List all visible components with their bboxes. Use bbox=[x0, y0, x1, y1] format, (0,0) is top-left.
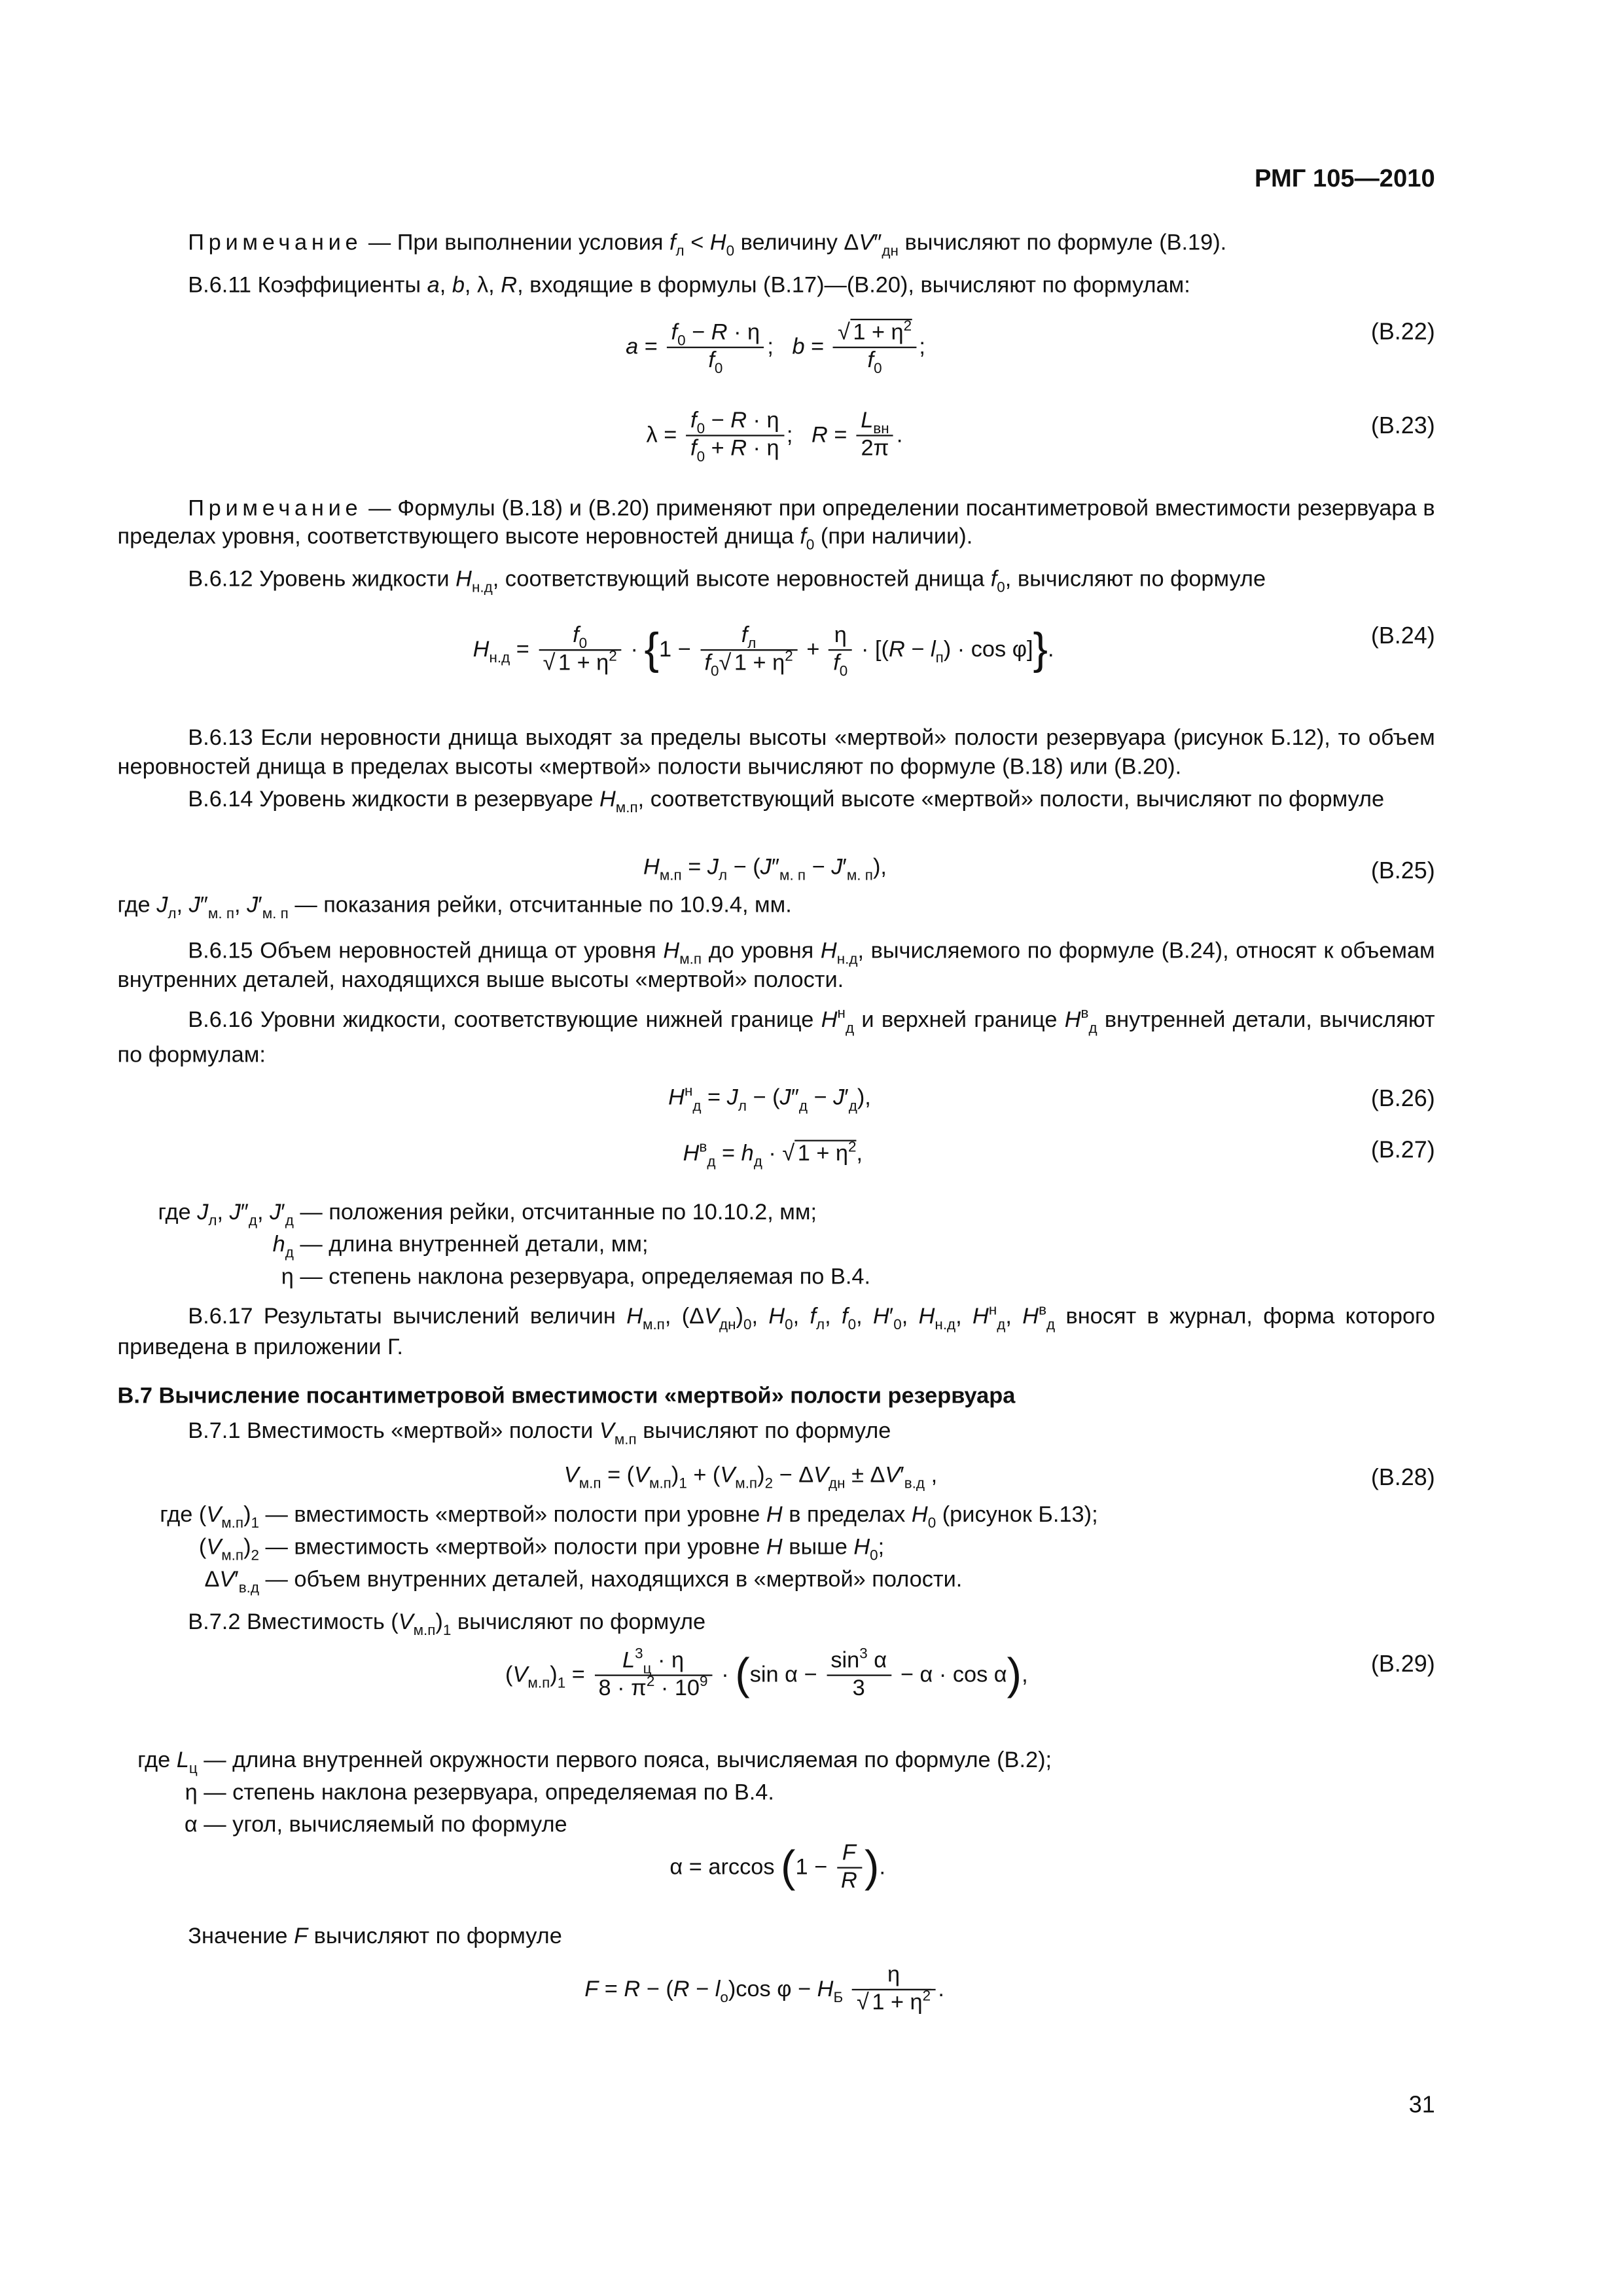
equation-number-b25: (В.25) bbox=[1370, 859, 1435, 885]
where-b25: где $J_л$, $J''_{м. п}$, $J'_{м. п}$ — показания рейки, отсчитанные по 10.9.4, мм. bbox=[117, 893, 792, 923]
where-b29-item: где $L_ц$ — длина внутренней окружности первого пояса, вычисляемая по формуле (В.2); bbox=[137, 1748, 1052, 1778]
note-1-label: Примечание bbox=[188, 230, 363, 256]
paragraph-b6-12: В.6.12 Уровень жидкости $H_{н.д}$, соответствующий высоте неровностей днища $f_0$, вычисляют по формуле bbox=[188, 567, 1266, 597]
equation-b25: $H_{м.п} = J_л - (J''_{м. п} - J'_{м. п})$, bbox=[643, 855, 887, 885]
paragraph-b7-1: В.7.1 Вместимость «мертвой» полости $V_{м.п}$ вычисляют по формуле bbox=[188, 1418, 891, 1448]
note-2 bbox=[117, 495, 1435, 554]
equation-b29: $(V_{м.п})_1$ = $\frac{L^3_ц \cdot \eta}{8 \cdot \pi^2 \cdot 10^9}$ · (sin α − $\frac{\sin^3 \alpha}{3}$ − α · cos α), bbox=[505, 1646, 1028, 1702]
equation-number-b26: (В.26) bbox=[1370, 1086, 1435, 1112]
where-b28-list bbox=[118, 1501, 1098, 1598]
paragraph-f-value: Значение F вычисляют по формуле bbox=[188, 1924, 562, 1950]
paragraph-b6-17: В.6.17 Результаты вычислений величин $H_{м.п}$, $(\Delta V_{дн})_0$, $H_0$, $f_л$, $f_0$, $H'_0$, $H_{н.д}$, $H^н_д$, $H^в_д$ вносят в журнал, форма которого приведена в приложении Г. bbox=[117, 1302, 1435, 1361]
paragraph-b6-16: В.6.16 Уровни жидкости, соответствующие нижней границе $H^н_д$ и верхней границе $H^в_д$ внутренней детали, вычисляют по формулам: bbox=[117, 1006, 1435, 1068]
equation-b24: $H_{н.д}$ = $\frac{f_0}{√ 1 + \eta^2}$ · {1 − $\frac{f_л}{f_0√ 1 + \eta^2}$ + $\frac{\eta}{f_0}$ · $[(R - l_п) \cdot \cos \varphi]$}. bbox=[473, 622, 1054, 681]
where-b29-item: η — степень наклона резервуара, определяемая по В.4. bbox=[185, 1780, 774, 1806]
equation-b23: λ = $\frac{f_0 - R \cdot \eta}{f_0 + R \cdot \eta}$ ; R = $\frac{L_{вн}}{2\pi}$ . bbox=[646, 408, 903, 467]
equation-number-b24: (В.24) bbox=[1370, 624, 1435, 649]
equation-alpha: α = arccos (1 − $\frac{F}{R}$ ). bbox=[669, 1840, 885, 1894]
paragraph-b6-15: В.6.15 Объем неровностей днища от уровня $H_{м.п}$ до уровня $H_{н.д}$, вычисляемого по формуле (В.24), относят к объемам внутренних деталей, находящихся выше высоты «мертвой» полости. bbox=[117, 939, 1435, 994]
equation-f: $F = R - (R - l_о)\cos$ $\varphi - H_Б$ $\frac{\eta}{√ 1 + \eta^2}$ . bbox=[584, 1962, 944, 2016]
equation-number-b23: (В.23) bbox=[1370, 414, 1435, 440]
where-b27-item: η — степень наклона резервуара, определяемая по В.4. bbox=[281, 1265, 871, 1290]
where-b27-item: где $J_л$, $J''_д$, $J'_д$ — положения рейки, отсчитанные по 10.10.2, мм; bbox=[158, 1200, 817, 1230]
where-b29-list bbox=[118, 1746, 1052, 1843]
equation-b28: $V_{м.п} = (V_{м.п})_1 + (V_{м.п})_2 - \Delta V_{дн} \pm \Delta V'_{в.д}$ , bbox=[563, 1463, 938, 1493]
where-b27-item: $h_д$ — длина внутренней детали, мм; bbox=[272, 1232, 649, 1262]
equation-number-b28: (В.28) bbox=[1370, 1465, 1435, 1491]
paragraph-b6-13: В.6.13 Если неровности днища выходят за пределы высоты «мертвой» полости резервуара (рисунок Б.12), то объем неровностей днища в пределах высоты «мертвой» полости вычисляют по формуле (В.18) или (В.20). bbox=[117, 725, 1435, 780]
equation-b22: a = $\frac{f_0 - R \cdot \eta}{f_0}$ ; b = $\frac{√ 1 + \eta^2}{f_0}$ ; bbox=[626, 318, 925, 378]
equation-b26: $H^н_д = J_л - (J''_д - J'_д)$, bbox=[668, 1084, 871, 1115]
where-b28-item: где $(V_{м.п})_1$ — вместимость «мертвой» полости при уровне H в пределах $H_0$ (рисунок Б.13); bbox=[160, 1502, 1098, 1532]
document-id-header: РМГ 105—2010 bbox=[1255, 164, 1435, 193]
note-1-text: — При выполнении условия $f_л < H_0$ величину $\Delta V''_{дн}$ вычисляют по формуле (В.19). bbox=[368, 230, 1227, 260]
where-b28-item: $(V_{м.п})_2$ — вместимость «мертвой» полости при уровне H выше $H_0$; bbox=[198, 1535, 885, 1565]
page-number: 31 bbox=[1408, 2093, 1435, 2119]
paragraph-b6-14: В.6.14 Уровень жидкости в резервуаре $H_{м.п}$, соответствующий высоте «мертвой» полости, вычисляют по формуле bbox=[188, 787, 1385, 817]
where-b29-item: α — угол, вычисляемый по формуле bbox=[184, 1812, 567, 1838]
section-heading-b7: В.7 Вычисление посантиметровой вместимости «мертвой» полости резервуара bbox=[117, 1384, 1016, 1409]
equation-number-b29: (В.29) bbox=[1370, 1652, 1435, 1677]
paragraph-b6-11: В.6.11 Коэффициенты a, b, λ, R, входящие в формулы (В.17)—(В.20), вычисляют по формулам: bbox=[188, 273, 1190, 298]
equation-number-b27: (В.27) bbox=[1370, 1138, 1435, 1164]
where-b27-list bbox=[118, 1198, 870, 1295]
where-b28-item: $\Delta V'_{в.д}$ — объем внутренних деталей, находящихся в «мертвой» полости. bbox=[204, 1567, 963, 1597]
note-2-text: — Формулы (В.18) и (В.20) применяют при определении посантиметровой вместимости резервуара в пределах уровня, соответствующего высоте неровностей днища $f_0$ (при наличии). bbox=[117, 496, 1435, 554]
equation-b27: $H^в_д = h_д$ · √ $1 + \eta^2$, bbox=[683, 1139, 863, 1171]
paragraph-b7-2: В.7.2 Вместимость $(V_{м.п})_1$ вычисляют по формуле bbox=[188, 1609, 706, 1640]
equation-number-b22: (В.22) bbox=[1370, 320, 1435, 346]
note-2-label: Примечание bbox=[188, 496, 363, 522]
note-1 bbox=[118, 230, 1435, 260]
